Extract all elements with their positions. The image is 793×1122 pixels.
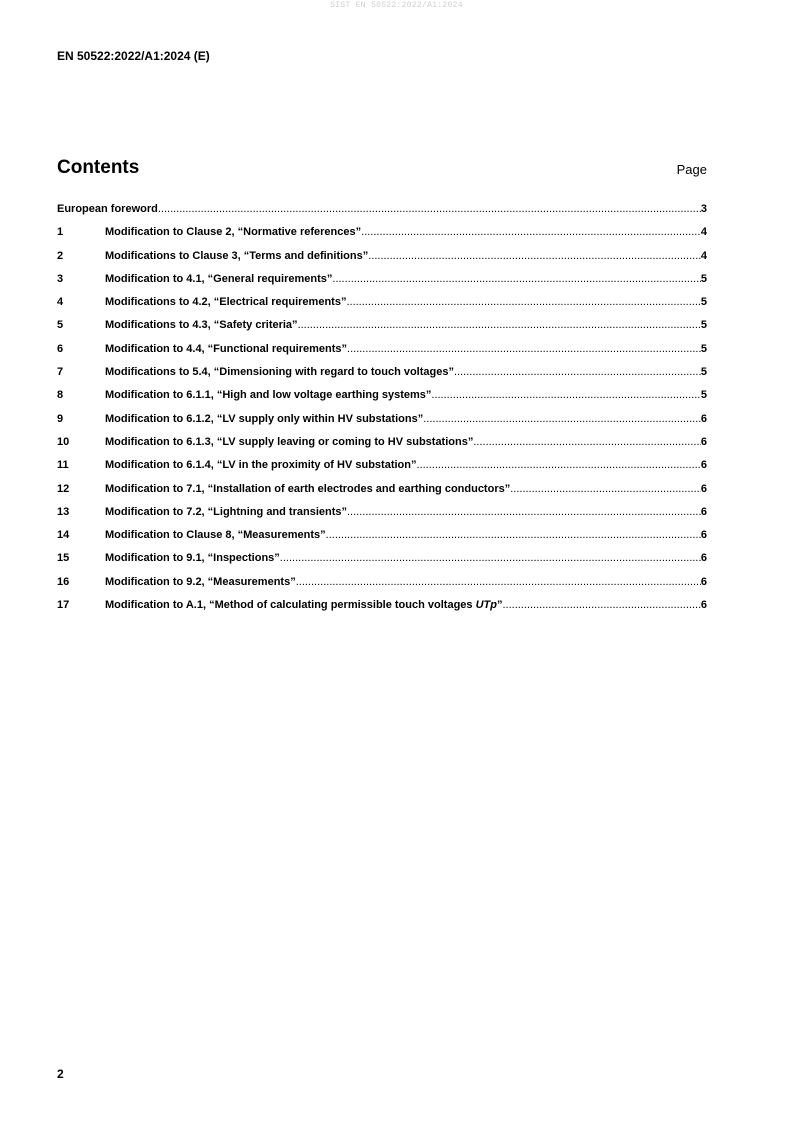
toc-entry-title bbox=[105, 413, 423, 425]
toc-entry[interactable] bbox=[57, 506, 707, 529]
toc-entry-title-text: Modifications to Clause 3, “Terms and definitions” bbox=[105, 249, 369, 262]
toc-entry-title bbox=[105, 459, 416, 471]
toc-entry-title bbox=[105, 552, 280, 564]
toc-entry[interactable] bbox=[57, 552, 707, 575]
toc-entry-title-suffix: ” bbox=[496, 599, 503, 612]
toc-entry[interactable] bbox=[57, 250, 707, 273]
toc-entry-page: 5 bbox=[700, 319, 707, 332]
toc-entry-number: 10 bbox=[57, 435, 70, 448]
toc-entry-page: 5 bbox=[700, 366, 707, 379]
toc-entry-page: 6 bbox=[700, 505, 707, 518]
toc-entry[interactable] bbox=[57, 599, 707, 622]
toc-entry-title bbox=[105, 319, 298, 331]
contents-header bbox=[57, 157, 707, 181]
toc-entry-number: 5 bbox=[57, 319, 64, 332]
toc-entry-title-symbol: UTp bbox=[475, 599, 497, 612]
toc-entry-number: 3 bbox=[57, 272, 64, 285]
table-of-contents bbox=[57, 203, 707, 622]
toc-entry-number: 12 bbox=[57, 482, 70, 495]
toc-entry[interactable] bbox=[57, 226, 707, 249]
page-number: 2 bbox=[57, 1067, 64, 1081]
toc-entry-title bbox=[105, 529, 326, 541]
toc-entry-title-text: Modification to Clause 2, “Normative references” bbox=[105, 226, 362, 239]
toc-dot-leader bbox=[502, 599, 700, 611]
toc-entry-title-text: Modifications to 5.4, “Dimensioning with regard to touch voltages” bbox=[105, 366, 454, 379]
toc-entry-title-text: Modification to 6.1.3, “LV supply leaving or coming to HV substations” bbox=[105, 435, 474, 448]
toc-entry-title-text: Modification to 6.1.2, “LV supply only within HV substations” bbox=[105, 412, 424, 425]
toc-entry-page: 5 bbox=[700, 342, 707, 355]
toc-entry-number: 8 bbox=[57, 389, 64, 402]
toc-entry-page: 6 bbox=[700, 482, 707, 495]
toc-entry-title bbox=[105, 576, 296, 588]
toc-entry-title-text: Modifications to 4.3, “Safety criteria” bbox=[105, 319, 298, 332]
toc-dot-leader bbox=[347, 343, 701, 355]
toc-entry-number: 11 bbox=[57, 459, 69, 472]
toc-entry[interactable] bbox=[57, 413, 707, 436]
toc-dot-leader bbox=[454, 366, 701, 378]
toc-dot-leader bbox=[296, 576, 701, 588]
toc-entry-page: 4 bbox=[700, 249, 707, 262]
toc-entry-title bbox=[105, 599, 502, 611]
toc-dot-leader bbox=[347, 506, 701, 518]
toc-entry-title bbox=[105, 296, 346, 308]
toc-entry-title bbox=[105, 366, 454, 378]
toc-entry-title-text: European foreword bbox=[57, 203, 158, 215]
toc-entry-page: 3 bbox=[700, 203, 707, 215]
toc-dot-leader bbox=[473, 436, 701, 448]
toc-entry-title bbox=[105, 226, 361, 238]
toc-entry-page: 6 bbox=[700, 552, 707, 565]
toc-entry-number: 17 bbox=[57, 599, 70, 612]
toc-entry-page: 5 bbox=[700, 389, 707, 402]
toc-entry-number: 6 bbox=[57, 342, 64, 355]
toc-dot-leader bbox=[346, 296, 700, 308]
toc-entry-title-text: Modification to 9.2, “Measurements” bbox=[105, 575, 296, 588]
toc-entry-title bbox=[105, 389, 431, 401]
toc-entry-number: 2 bbox=[57, 249, 64, 262]
toc-dot-leader bbox=[431, 389, 700, 401]
toc-entry-title-text: Modification to 4.1, “General requirements” bbox=[105, 272, 333, 285]
toc-dot-leader bbox=[416, 459, 700, 471]
toc-entry-title-text: Modification to 6.1.4, “LV in the proximity of HV substation” bbox=[105, 459, 417, 472]
toc-entry-page: 6 bbox=[700, 575, 707, 588]
toc-dot-leader bbox=[158, 203, 701, 215]
toc-entry[interactable] bbox=[57, 389, 707, 412]
toc-entry-title bbox=[105, 343, 347, 355]
toc-entry-number: 13 bbox=[57, 505, 70, 518]
toc-dot-leader bbox=[510, 483, 701, 495]
toc-entry-title-text: Modification to Clause 8, “Measurements” bbox=[105, 529, 326, 542]
toc-dot-leader bbox=[280, 552, 701, 564]
toc-entry-title bbox=[105, 483, 510, 495]
toc-entry[interactable] bbox=[57, 343, 707, 366]
toc-entry[interactable] bbox=[57, 319, 707, 342]
toc-entry-page: 5 bbox=[700, 272, 707, 285]
toc-entry[interactable] bbox=[57, 529, 707, 552]
toc-entry-number: 9 bbox=[57, 412, 64, 425]
toc-entry[interactable] bbox=[57, 483, 707, 506]
toc-entry-title-text: Modification to 9.1, “Inspections” bbox=[105, 552, 280, 565]
toc-entry-title-text: Modification to 4.4, “Functional requirements” bbox=[105, 342, 348, 355]
toc-entry-page: 6 bbox=[700, 412, 707, 425]
toc-entry-title-text: Modification to 6.1.1, “High and low voltage earthing systems” bbox=[105, 389, 432, 402]
toc-entry[interactable] bbox=[57, 459, 707, 482]
toc-entry-number: 7 bbox=[57, 366, 64, 379]
toc-entry[interactable] bbox=[57, 576, 707, 599]
toc-dot-leader bbox=[368, 250, 701, 262]
toc-entry-title bbox=[105, 436, 473, 448]
toc-entry-page: 6 bbox=[700, 459, 707, 472]
toc-entry-number: 4 bbox=[57, 296, 64, 309]
toc-entry[interactable] bbox=[57, 296, 707, 319]
toc-entry[interactable] bbox=[57, 273, 707, 296]
toc-entry-title bbox=[57, 203, 158, 215]
toc-entry-title bbox=[105, 273, 332, 285]
page-column-label: Page bbox=[676, 162, 707, 177]
toc-dot-leader bbox=[361, 226, 701, 238]
toc-entry-title bbox=[105, 250, 368, 262]
toc-dot-leader bbox=[326, 529, 701, 541]
toc-entry-title-text: Modifications to 4.2, “Electrical requirements” bbox=[105, 296, 347, 309]
toc-entry[interactable] bbox=[57, 436, 707, 459]
toc-entry-page: 4 bbox=[700, 226, 707, 239]
toc-entry-title-text: Modification to 7.2, “Lightning and transients” bbox=[105, 505, 347, 518]
contents-title: Contents bbox=[57, 157, 140, 178]
toc-entry-page: 5 bbox=[700, 296, 707, 309]
toc-entry-title bbox=[105, 506, 347, 518]
toc-entry-title-text: Modification to 7.1, “Installation of earth electrodes and earthing conductors” bbox=[105, 482, 511, 495]
document-id: EN 50522:2022/A1:2024 (E) bbox=[57, 49, 210, 63]
toc-entry-title-text: Modification to A.1, “Method of calculating permissible touch voltages bbox=[105, 599, 476, 612]
toc-entry[interactable] bbox=[57, 366, 707, 389]
toc-entry-number: 14 bbox=[57, 529, 70, 542]
watermark: SIST EN 50522:2022/A1:2024 bbox=[330, 1, 463, 10]
toc-entry[interactable] bbox=[57, 203, 707, 226]
toc-entry-number: 1 bbox=[57, 226, 64, 239]
toc-entry-page: 6 bbox=[700, 435, 707, 448]
toc-dot-leader bbox=[423, 413, 701, 425]
toc-entry-page: 6 bbox=[700, 599, 707, 612]
toc-dot-leader bbox=[332, 273, 700, 285]
toc-entry-number: 15 bbox=[57, 552, 70, 565]
toc-dot-leader bbox=[298, 319, 701, 331]
toc-entry-number: 16 bbox=[57, 575, 70, 588]
toc-entry-page: 6 bbox=[700, 529, 707, 542]
